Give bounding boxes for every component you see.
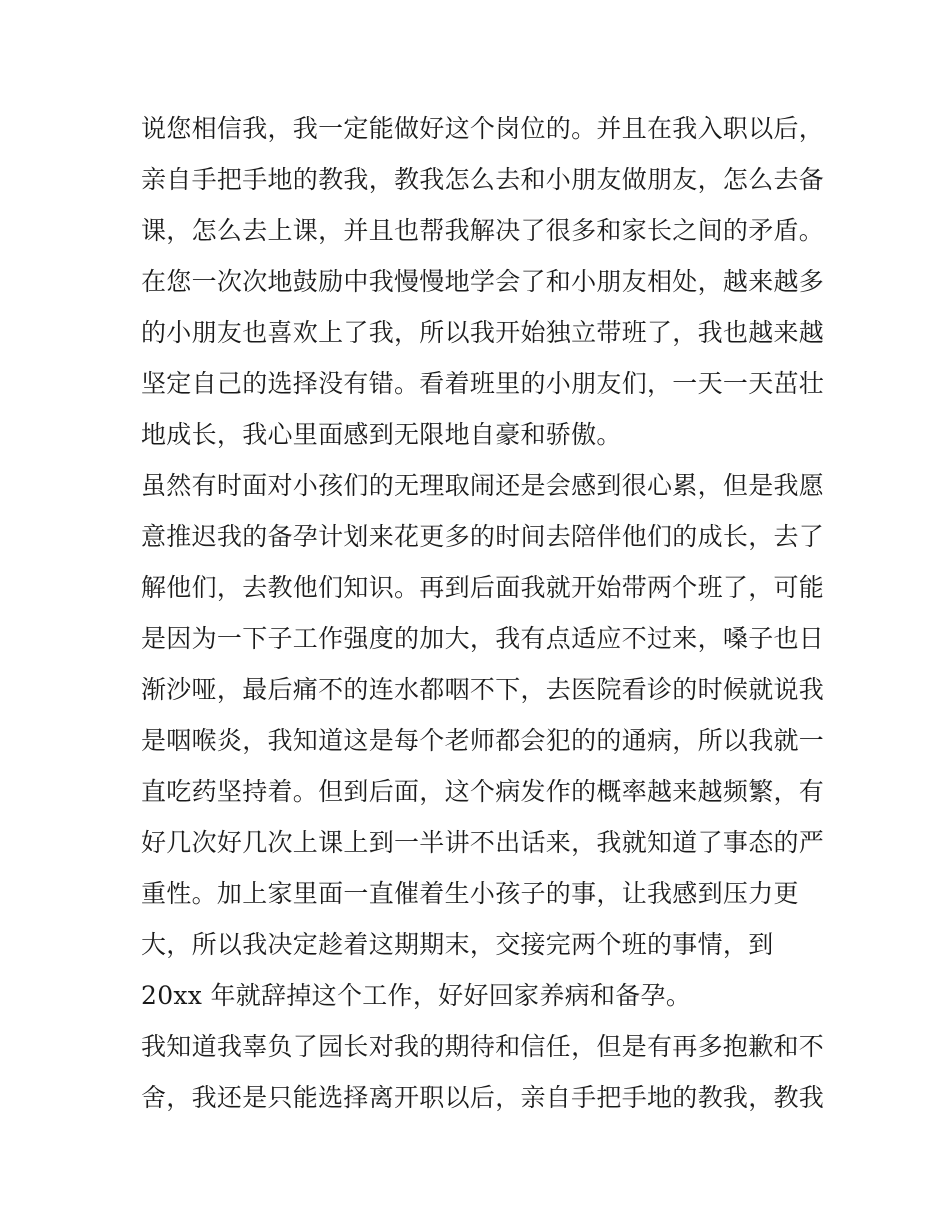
text-line: 20xx 年就辞掉这个工作，好好回家养病和备孕。 xyxy=(141,981,692,1010)
text-line: 虽然有时面对小孩们的无理取闹还是会感到很心累，但是我愿 xyxy=(141,471,825,500)
text-line: 课，怎么去上课，并且也帮我解决了很多和家长之间的矛盾。 xyxy=(141,216,825,245)
text-line: 在您一次次地鼓励中我慢慢地学会了和小朋友相处，越来越多 xyxy=(141,267,825,296)
text-line: 直吃药坚持着。但到后面，这个病发作的概率越来越频繁，有 xyxy=(141,777,825,806)
text-line: 是咽喉炎，我知道这是每个老师都会犯的的通病，所以我就一 xyxy=(141,726,825,755)
text-line: 意推迟我的备孕计划来花更多的时间去陪伴他们的成长，去了 xyxy=(141,522,825,551)
text-line: 坚定自己的选择没有错。看着班里的小朋友们，一天一天茁壮 xyxy=(141,369,825,398)
text-line: 的小朋友也喜欢上了我，所以我开始独立带班了，我也越来越 xyxy=(141,318,825,347)
text-line: 渐沙哑，最后痛不的连水都咽不下，去医院看诊的时候就说我 xyxy=(141,675,825,704)
text-line: 亲自手把手地的教我，教我怎么去和小朋友做朋友，怎么去备 xyxy=(141,165,825,194)
text-line: 解他们，去教他们知识。再到后面我就开始带两个班了，可能 xyxy=(141,573,825,602)
text-line: 我知道我辜负了园长对我的期待和信任，但是有再多抱歉和不 xyxy=(141,1032,825,1061)
text-line: 大，所以我决定趁着这期期末，交接完两个班的事情，到 xyxy=(141,930,774,959)
body-text xyxy=(141,103,831,1123)
text-line: 重性。加上家里面一直催着生小孩子的事，让我感到压力更 xyxy=(141,879,799,908)
text-line: 地成长，我心里面感到无限地自豪和骄傲。 xyxy=(141,420,622,449)
text-line: 好几次好几次上课上到一半讲不出话来，我就知道了事态的严 xyxy=(141,828,825,857)
text-line: 说您相信我，我一定能做好这个岗位的。并且在我入职以后， xyxy=(141,114,825,143)
text-line: 是因为一下子工作强度的加大，我有点适应不过来，嗓子也日 xyxy=(141,624,825,653)
text-line: 舍，我还是只能选择离开职以后，亲自手把手地的教我，教我 xyxy=(141,1083,825,1112)
